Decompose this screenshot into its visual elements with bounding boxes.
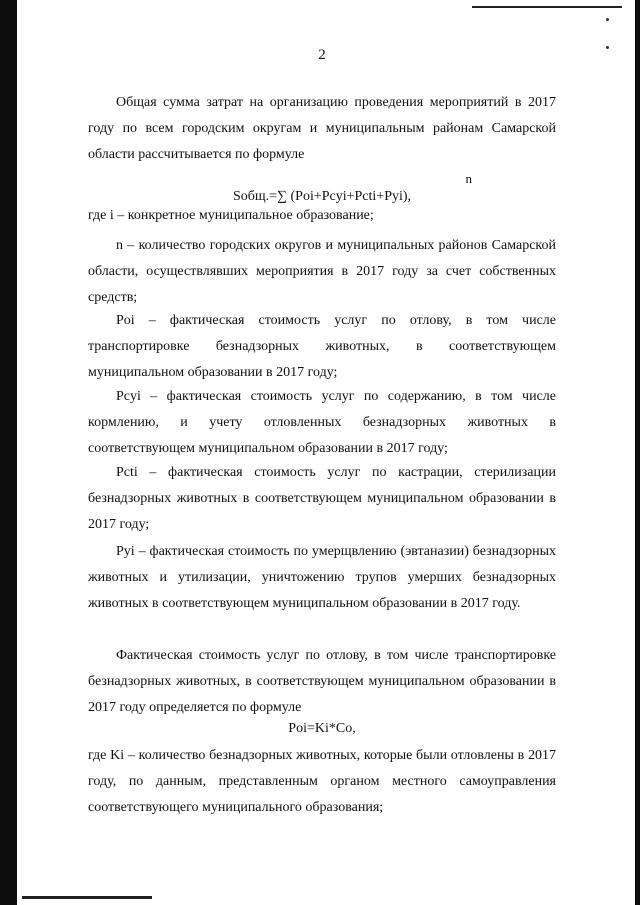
formula-capture-cost: Poi=Ki*Co, [288,721,356,736]
page-number: 2 [318,47,326,63]
paragraph-capture-cost-intro: Фактическая стоимость услуг по отлову, в том числе транспортировке безнадзорных животных, в соответствующем муниципальном образовании в 2017 году определяется по формуле [88,648,556,715]
scan-edge-right [635,0,640,905]
paragraph-def-poi: Poi – фактическая стоимость услуг по отлову, в том числе транспортировке безнадзорных животных, в соответствующем муниципальном образовании в 2017 году; [88,313,556,380]
scan-edge-left [0,0,17,905]
paragraph-total-cost-intro: Общая сумма затрат на организацию проведения мероприятий в 2017 году по всем городским округам и муниципальным районам Самарской области рассчитывается по формуле [88,95,556,162]
formula-sum-upper-limit: n [465,171,472,186]
paragraph-def-pcti: Pcti – фактическая стоимость услуг по кастрации, стерилизации безнадзорных животных в соответствующем муниципальном образовании в 2017 году; [88,465,556,532]
scan-edge-bottom [22,896,152,899]
paragraph-def-pcyi: Pcyi – фактическая стоимость услуг по содержанию, в том числе кормлению, и учету отловленных безнадзорных животных в соответствующем муниципальном образовании в 2017 году; [88,389,556,456]
scan-speck [606,18,609,21]
scan-speck [606,46,609,49]
paragraph-def-n: n – количество городских округов и муниципальных районов Самарской области, осуществлявших мероприятия в 2017 году за счет собственных средств; [88,238,556,305]
paragraph-def-pyi: Pyi – фактическая стоимость по умерщвлению (эвтаназии) безнадзорных животных и утилизации, уничтожению трупов умерших безнадзорных животных в соответствующем муниципальном образовании в 2017 году. [88,544,556,611]
scan-edge-top [472,6,622,8]
formula-total-cost: Sобщ.=∑ (Poi+Pcyi+Pcti+Pyi), [232,189,412,204]
paragraph-def-ki: где Ki – количество безнадзорных животных, которые были отловлены в 2017 году, по данным, представленным органом местного самоуправления соответствующего муниципального образования; [88,748,556,815]
paragraph-def-i: где i – конкретное муниципальное образование; [88,208,374,223]
